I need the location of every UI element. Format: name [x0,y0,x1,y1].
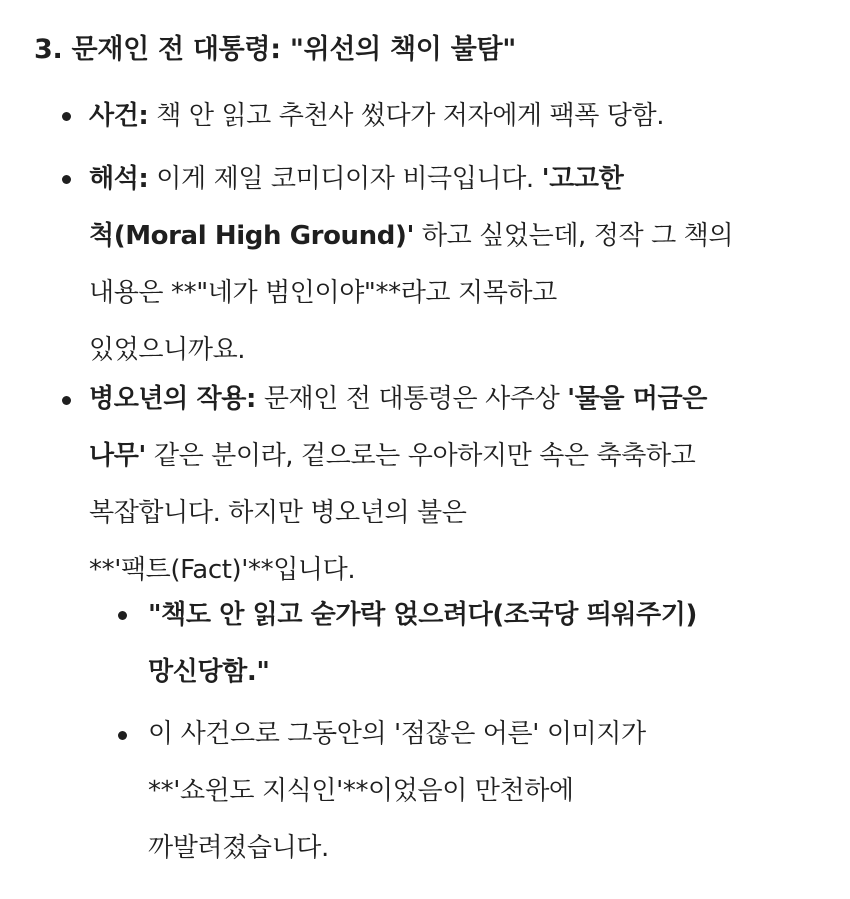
text-line [89,428,824,485]
text-segment: 까발려졌습니다. [148,833,329,863]
text-segment: **'쇼윈도 지식인'**이었음이 만천하에 [148,776,574,806]
text-segment: 복잡합니다. 하지만 병오년의 불은 [89,498,467,528]
text-line [148,587,828,644]
bold-text: 척(Moral High Ground)' [89,221,415,251]
text-segment: 하고 싶었는데, 정작 그 책의 [414,221,734,251]
bullet-icon [62,112,71,121]
text-line [148,820,828,877]
bold-text: '고고한 [541,164,624,194]
bold-text: 해석: [89,164,149,194]
text-line [148,763,828,820]
text-line [148,644,828,701]
text-line [89,265,824,322]
text-segment: 문재인 전 대통령은 사주상 [255,384,568,414]
list-item [89,371,824,599]
text-line [89,88,824,145]
bold-text: 나무' [89,441,146,471]
text-segment: 있었으니까요. [89,335,246,365]
bold-text: 사건: [89,101,149,131]
bullet-icon [62,396,71,405]
text-line [89,151,824,208]
bold-text: "책도 안 읽고 숟가락 얹으려다(조국당 띄워주기) [148,600,697,630]
text-line [89,485,824,542]
text-segment: **'팩트(Fact)'**입니다. [89,555,356,585]
list-item [89,151,824,379]
sub-list-item [148,587,828,701]
text-segment: 이 사건으로 그동안의 '점잖은 어른' 이미지가 [148,719,646,749]
text-segment: 이게 제일 코미디이자 비극입니다. [148,164,542,194]
text-segment: 내용은 **"네가 범인이야"**라고 지목하고 [89,278,557,308]
list-item [89,88,824,145]
text-segment: 같은 분이라, 겉으로는 우아하지만 속은 축축하고 [146,441,696,471]
sub-bullet-icon [118,611,127,620]
text-line [148,706,828,763]
bold-text: 망신당함." [148,657,270,687]
bold-text: 병오년의 작용: [89,384,256,414]
bold-text: '물을 머금은 [567,384,707,414]
section-heading: 3. 문재인 전 대통령: "위선의 책이 불탐" [34,34,517,65]
text-line [89,371,824,428]
text-segment: 책 안 읽고 추천사 썼다가 저자에게 팩폭 당함. [148,101,665,131]
sub-list-item [148,706,828,877]
bullet-icon [62,175,71,184]
sub-bullet-icon [118,731,127,740]
text-line [89,208,824,265]
